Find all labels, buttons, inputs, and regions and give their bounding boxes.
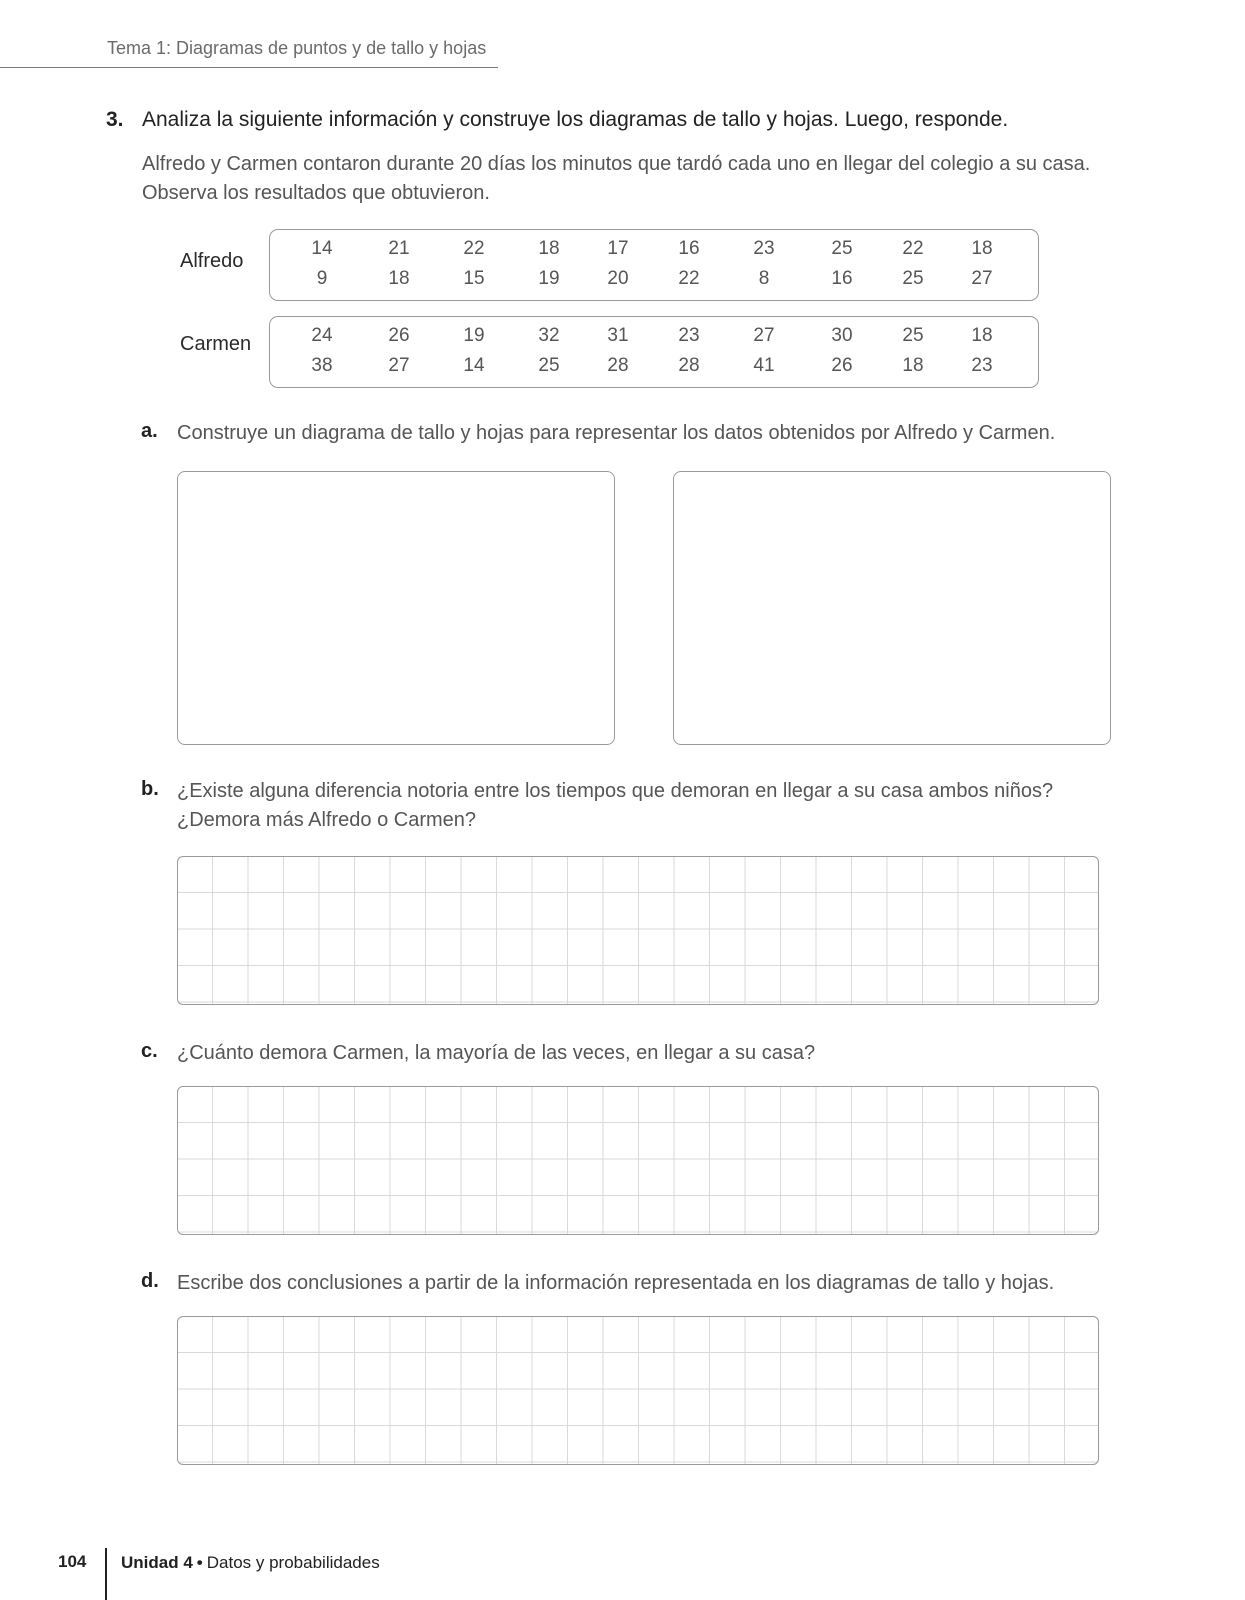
alfredo-label: Alfredo — [180, 250, 244, 272]
table-cell: 27 — [388, 355, 410, 376]
topic-header: Tema 1: Diagramas de puntos y de tallo y hojas — [107, 38, 487, 58]
footer-unit-info — [121, 1553, 380, 1573]
table-cell: 19 — [463, 325, 485, 346]
alfredo-stem-leaf-answer-box[interactable] — [177, 471, 615, 745]
item-c-text: ¿Cuánto demora Carmen, la mayoría de las veces, en llegar a su casa? — [177, 1042, 816, 1064]
item-a-letter: a. — [141, 420, 158, 442]
question-description: Alfredo y Carmen contaron durante 20 días los minutos que tardó cada uno en llegar del colegio a su casa. Observa los resultados que obtuvieron. — [142, 153, 1091, 204]
item-b-letter: b. — [141, 778, 159, 800]
question-title: Analiza la siguiente información y construye los diagramas de tallo y hojas. Luego, responde. — [142, 108, 1009, 131]
item-d-text: Escribe dos conclusiones a partir de la información representada en los diagramas de tallo y hojas. — [177, 1272, 1055, 1294]
table-cell: 18 — [538, 238, 560, 259]
table-cell: 18 — [971, 238, 993, 259]
table-cell: 18 — [902, 355, 924, 376]
table-cell: 41 — [753, 355, 775, 376]
table-cell: 24 — [311, 325, 333, 346]
table-cell: 32 — [538, 325, 560, 346]
carmen-stem-leaf-answer-box[interactable] — [673, 471, 1111, 745]
table-cell: 28 — [607, 355, 629, 376]
table-cell: 22 — [463, 238, 485, 259]
table-cell: 18 — [388, 268, 410, 289]
table-cell: 23 — [971, 355, 993, 376]
item-b-answer-grid[interactable] — [177, 856, 1099, 1005]
item-b-text-line1: ¿Existe alguna diferencia notoria entre los tiempos que demoran en llegar a su casa ambos niños? — [177, 780, 1054, 802]
item-d-letter: d. — [141, 1270, 159, 1292]
carmen-label: Carmen — [180, 333, 252, 355]
table-cell: 27 — [971, 268, 993, 289]
footer-divider — [105, 1548, 107, 1600]
unit-label: Unidad 4 — [121, 1553, 193, 1572]
table-cell: 25 — [902, 268, 924, 289]
table-cell: 38 — [311, 355, 333, 376]
table-cell: 25 — [902, 325, 924, 346]
table-cell: 14 — [311, 238, 333, 259]
table-cell: 18 — [971, 325, 993, 346]
item-a-text: Construye un diagrama de tallo y hojas para representar los datos obtenidos por Alfredo y Carmen. — [177, 422, 1056, 444]
table-cell: 8 — [758, 268, 770, 289]
table-cell: 23 — [753, 238, 775, 259]
table-cell: 27 — [753, 325, 775, 346]
table-cell: 30 — [831, 325, 853, 346]
table-cell: 19 — [538, 268, 560, 289]
table-cell: 20 — [607, 268, 629, 289]
table-cell: 9 — [316, 268, 328, 289]
table-cell: 16 — [678, 238, 700, 259]
subject-label: Datos y probabilidades — [206, 1553, 380, 1572]
carmen-data-table — [269, 316, 1039, 388]
table-cell: 25 — [538, 355, 560, 376]
table-cell: 25 — [831, 238, 853, 259]
question-number: 3. — [106, 108, 124, 131]
table-cell: 22 — [902, 238, 924, 259]
table-cell: 21 — [388, 238, 410, 259]
item-c-letter: c. — [141, 1040, 158, 1062]
item-b-text-line2: ¿Demora más Alfredo o Carmen? — [177, 809, 477, 831]
alfredo-data-table — [269, 229, 1039, 301]
header-divider — [0, 67, 498, 68]
table-cell: 26 — [831, 355, 853, 376]
table-cell: 17 — [607, 238, 629, 259]
item-d-answer-grid[interactable] — [177, 1316, 1099, 1465]
table-cell: 14 — [463, 355, 485, 376]
table-cell: 16 — [831, 268, 853, 289]
table-cell: 28 — [678, 355, 700, 376]
footer-separator: • — [196, 1553, 203, 1572]
table-cell: 15 — [463, 268, 485, 289]
table-cell: 26 — [388, 325, 410, 346]
page-number: 104 — [58, 1552, 87, 1571]
item-c-answer-grid[interactable] — [177, 1086, 1099, 1235]
table-cell: 22 — [678, 268, 700, 289]
table-cell: 31 — [607, 325, 629, 346]
table-cell: 23 — [678, 325, 700, 346]
